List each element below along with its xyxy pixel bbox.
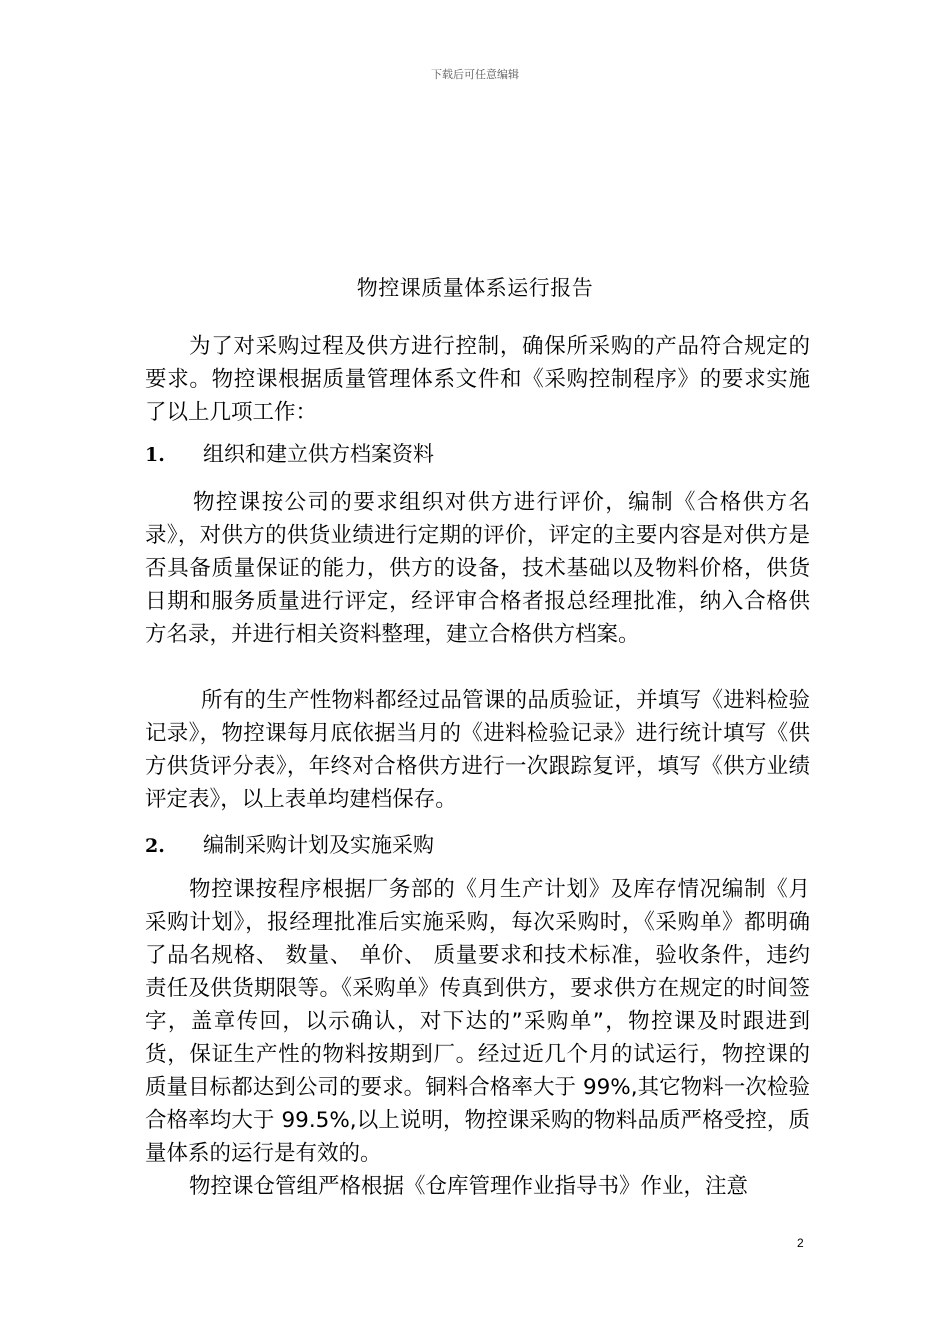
section-2-number: 2. [145, 835, 165, 857]
section-2-title: 编制采购计划及实施采购 [203, 833, 434, 857]
section-1-paragraph-2: 所有的生产性物料都经过品管课的品质验证，并填写《进料检验记录》，物控课每月底依据当月的《进料检验记录》进行统计填写《供方供货评分表》，年终对合格供方进行一次跟踪复评，填写《供方业绩评定表》，以上表单均建档保存。 [145, 688, 810, 812]
document-title: 物控课质量体系运行报告 [356, 276, 594, 300]
intro-paragraph: 为了对采购过程及供方进行控制，确保所采购的产品符合规定的要求。物控课根据质量管理体系文件和《采购控制程序》的要求实施了以上几项工作： [145, 334, 810, 425]
page-header-note: 下载后可任意编辑 [431, 68, 519, 81]
section-2-paragraph-1: 物控课按程序根据厂务部的《月生产计划》及库存情况编制《月采购计划》，报经理批准后实施采购，每次采购时，《采购单》都明确了品名规格、 数量、 单价、 质量要求和技术标准，验收条件，违约责任及供货期限等。《采购单》传真到供方，要求供方在规定的时间签字，盖章传回，以示确认，对下达的”采购单”，物控课及时跟进到货，保证生产性的物料按期到厂。经过近几个月的试运行，物控课的质量目标都达到公司的要求。铜料合格率大于 99%,其它物料一次检验合格率均大于 99.5%,以上说明，物控课采购的物料品质严格受控，质量体系的运行是有效的。 [145, 877, 810, 1166]
section-1-heading [145, 438, 810, 472]
section-2-heading [145, 829, 810, 863]
page-number: 2 [797, 1236, 804, 1250]
section-1-paragraph-1: 物控课按公司的要求组织对供方进行评价，编制《合格供方名录》，对供方的供货业绩进行定期的评价，评定的主要内容是对供方是否具备质量保证的能力，供方的设备，技术基础以及物料价格，供货日期和服务质量进行评定，经评审合格者报总经理批准，纳入合格供方名录，并进行相关资料整理，建立合格供方档案。 [145, 490, 810, 647]
section-1-title: 组织和建立供方档案资料 [203, 442, 434, 466]
section-2-paragraph-2: 物控课仓管组严格根据《仓库管理作业指导书》作业，注意 [189, 1174, 749, 1199]
section-1-number: 1. [145, 444, 165, 466]
